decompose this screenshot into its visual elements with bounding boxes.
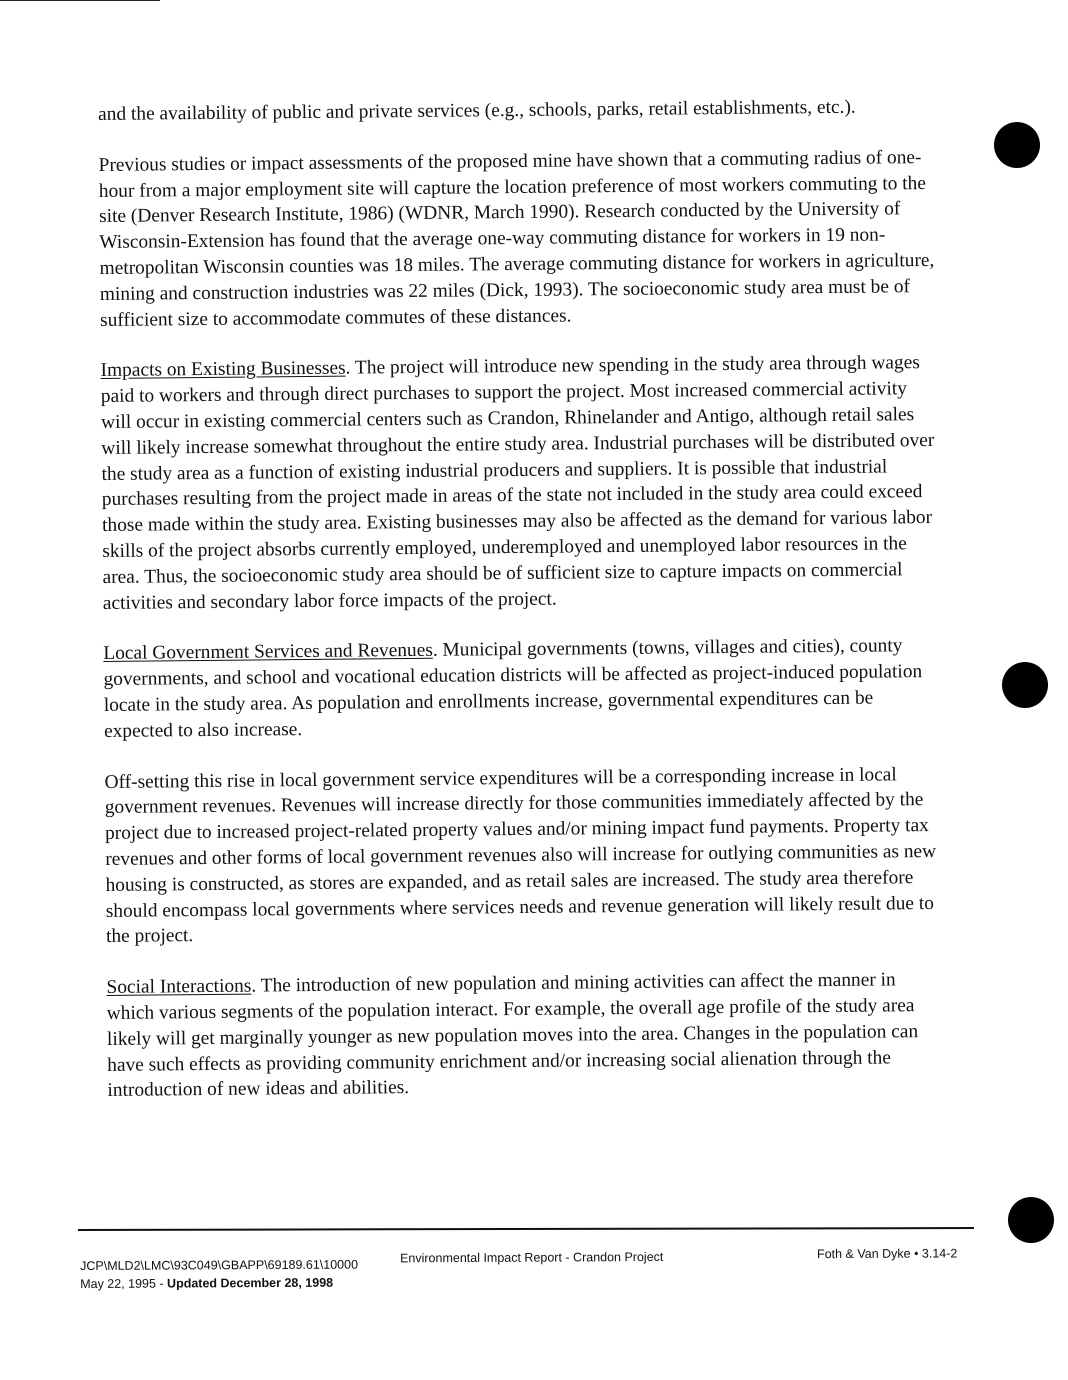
footer-credit-page-number: Foth & Van Dyke • 3.14-2: [816, 1246, 958, 1262]
text-social-interactions: . The introduction of new population and mining activities can affect the manner in which various segments of the population interact. For example, the overall age profile of the study area likely will get marginally younger as new population moves into the area. Changes in the population can have such effects as providing community enrichment and/or increasing social alienation through the introduction of new ideas and abilities.: [106, 969, 919, 1102]
paragraph-social-interactions: [106, 967, 943, 1104]
top-edge-rule: [0, 0, 160, 1]
heading-existing-businesses: Impacts on Existing Businesses: [100, 358, 346, 382]
page-footer: [80, 1245, 980, 1291]
footer-rule: [78, 1227, 974, 1231]
heading-social-interactions: Social Interactions: [106, 975, 252, 999]
text-existing-businesses: . The project will introduce new spending in the study area through wages paid to workers and through direct purchases to support the project. Most increased commercial activity will occur in existing commercial centers such as Crandon, Rhinelander and Antigo, although retail sales will likely increase somewhat throughout the entire study area. Industrial purchases will be distributed over the study area as a function of existing industrial producers and suppliers. It is possible that industrial purchases resulting from the project made in areas of the state not included in the study area could exceed those made within the study area. Existing businesses may also be affected as the demand for various labor skills of the project absorbs currently employed, underemployed and unemployed labor resources in the area. Thus, the socioeconomic study area should be of sufficient size to capture impacts on commercial activities and secondary labor force impacts of the project.: [100, 352, 935, 614]
paragraph-revenues: Off-setting this rise in local government service expenditures will be a corresponding increase in local government revenues. Revenues will increase directly for those communities immediately affected by the project due to increased project-related property values and/or mining impact fund payments. Property tax revenues and other forms of local government revenues also will increase for outlying communities as new housing is constructed, as stores are expanded, and as retail sales are increased. The study area therefore should encompass local governments where services needs and revenue generation will likely result due to the project.: [104, 763, 937, 948]
punch-hole-bottom: [1008, 1197, 1054, 1243]
footer-updated-date: Updated December 28, 1998: [166, 1275, 334, 1291]
paragraph-local-government: [103, 633, 940, 744]
footer-original-date: May 22, 1995 -: [80, 1276, 168, 1291]
text-local-government: . Municipal governments (towns, villages and cities), county governments, and school and vocational education districts will be affected as project-induced population locate in the study area. As population and enrollments increase, governmental expenditures can be expected to also increase.: [103, 635, 923, 742]
heading-local-government: Local Government Services and Revenues: [103, 640, 433, 665]
footer-report-title: Environmental Impact Report - Crandon Project: [400, 1249, 664, 1266]
punch-hole-top: [994, 122, 1040, 168]
punch-hole-middle: [1002, 662, 1048, 708]
footer-file-path: JCP\MLD2\LMC\93C049\GBAPP\69189.61\10000: [80, 1257, 359, 1273]
paragraph-commuting: Previous studies or impact assessments of the proposed mine have shown that a commuting radius of one-hour from a major employment site will capture the location preference of most workers commuting to the site (Denver Research Institute, 1986) (WDNR, March 1990). Research conducted by the University of Wisconsin-Extension has found that the average one-way commuting distance for workers in 19 non-metropolitan Wisconsin counties was 18 miles. The average commuting distance for workers in agriculture, mining and construction industries was 22 miles (Dick, 1993). The socioeconomic study area must be of sufficient size to accommodate commutes of these distances.: [98, 146, 935, 331]
body-text: [98, 94, 944, 1129]
footer-date: [80, 1275, 333, 1293]
paragraph-services: and the availability of public and private services (e.g., schools, parks, retail establishments, etc.).: [98, 96, 856, 125]
paragraph-existing-businesses: [100, 350, 938, 616]
